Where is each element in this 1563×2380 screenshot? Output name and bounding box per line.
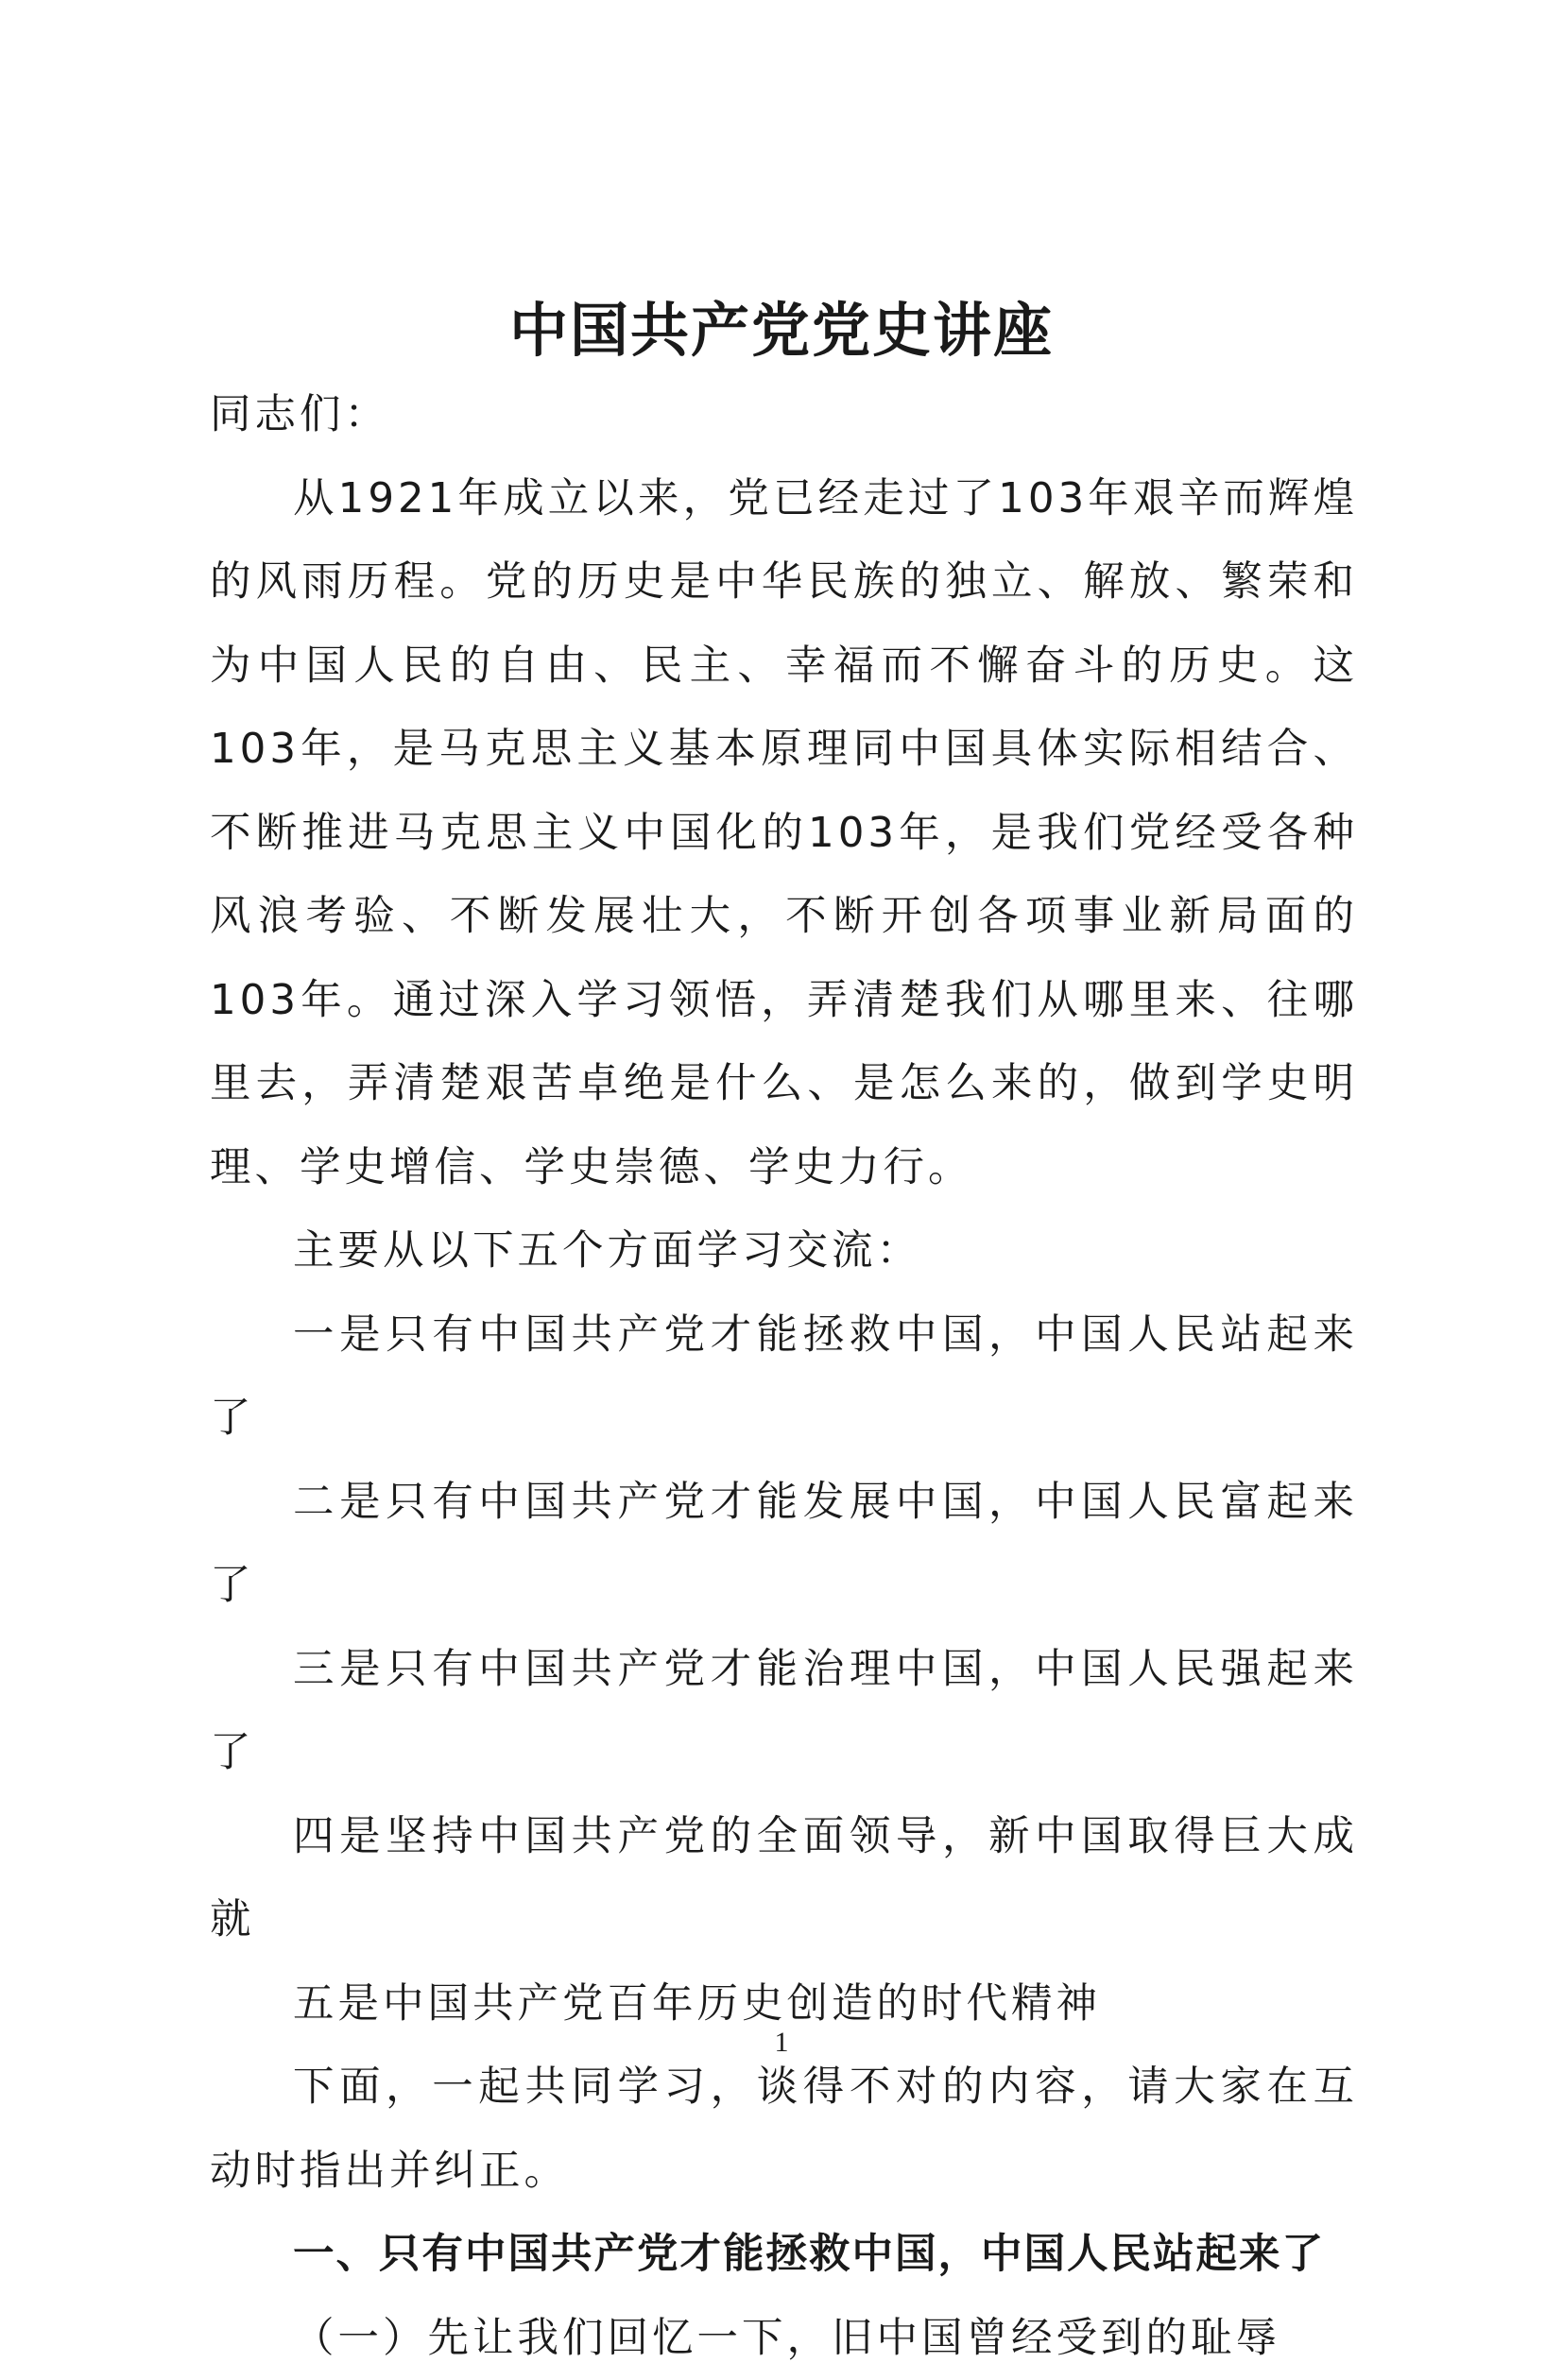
section-heading: 一、只有中国共产党才能拯救中国，中国人民站起来了 <box>210 2213 1358 2297</box>
outline-item: 一是只有中国共产党才能拯救中国，中国人民站起来了 <box>210 1293 1358 1461</box>
outline-item: 四是坚持中国共产党的全面领导，新中国取得巨大成就 <box>210 1795 1358 1962</box>
outline-intro: 主要从以下五个方面学习交流： <box>210 1209 1358 1293</box>
intro-paragraph: 从1921年成立以来，党已经走过了103年艰辛而辉煌的风雨历程。党的历史是中华民族的独立、解放、繁荣和为中国人民的自由、民主、幸福而不懈奋斗的历史。这103年，是马克思主义基本原理同中国具体实际相结合、不断推进马克思主义中国化的103年，是我们党经受各种风浪考验、不断发展壮大，不断开创各项事业新局面的103年。通过深入学习领悟，弄清楚我们从哪里来、往哪里去，弄清楚艰苦卓绝是什么、是怎么来的，做到学史明理、学史增信、学史崇德、学史力行。 <box>210 457 1358 1210</box>
outline-item: 二是只有中国共产党才能发展中国，中国人民富起来了 <box>210 1461 1358 1628</box>
outline-item: 五是中国共产党百年历史创造的时代精神 <box>210 1962 1358 2046</box>
document-title: 中国共产党党史讲座 <box>0 293 1563 368</box>
page-number: 1 <box>0 2027 1563 2059</box>
closing-paragraph: 下面，一起共同学习，谈得不对的内容，请大家在互动时指出并纠正。 <box>210 2046 1358 2213</box>
outline-item: 三是只有中国共产党才能治理中国，中国人民强起来了 <box>210 1628 1358 1795</box>
document-body <box>210 373 1358 2380</box>
subsection-heading: （一）先让我们回忆一下，旧中国曾经受到的耻辱 <box>210 2297 1358 2380</box>
salutation: 同志们： <box>210 373 1358 457</box>
